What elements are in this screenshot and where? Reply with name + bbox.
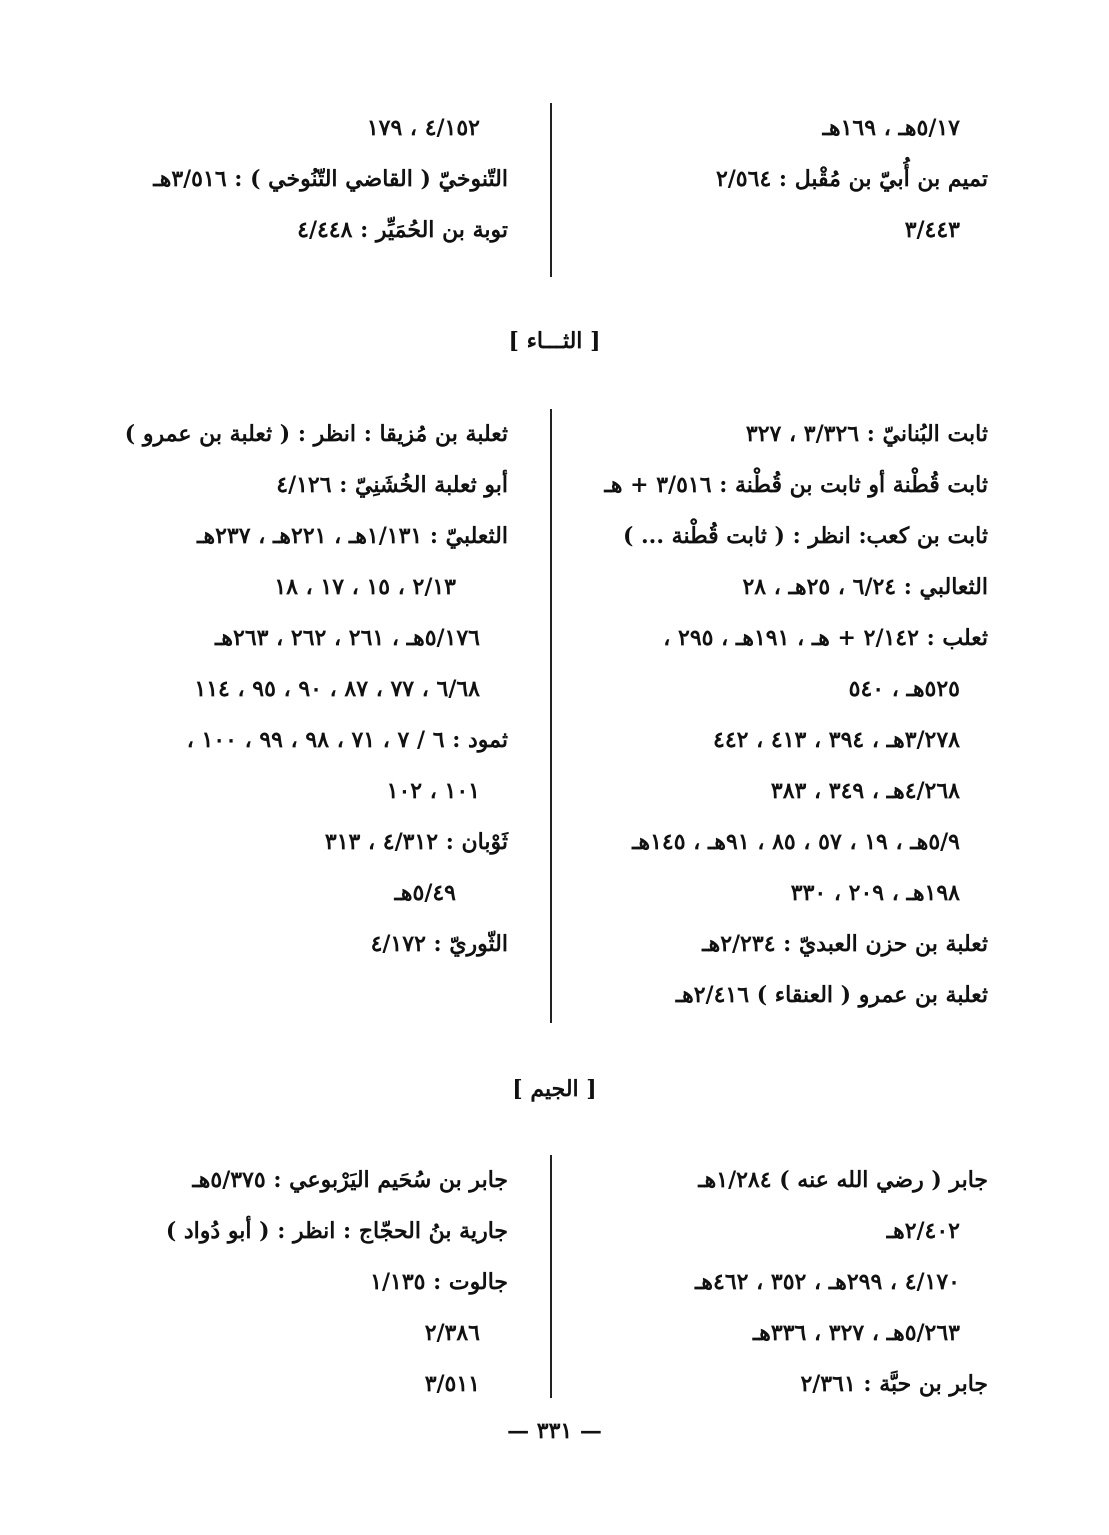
- index-entry: ٣/٢٧٨هـ ، ٣٩٤ ، ٤١٣ ، ٤٤٢: [713, 727, 960, 753]
- index-entry: الثعالبي : ٦/٢٤ ، ٢٥هـ ، ٢٨: [742, 574, 988, 600]
- index-entry: تميم بن أُبيّ بن مُقْبل : ٢/٥٦٤: [715, 166, 988, 192]
- index-entry: ٦/٦٨ ، ٧٧ ، ٨٧ ، ٩٠ ، ٩٥ ، ١١٤: [194, 676, 480, 702]
- index-entry: ٥/١٧٦هـ ، ٢٦١ ، ٢٦٢ ، ٢٦٣هـ: [214, 625, 480, 651]
- left-column: [28, 103, 508, 256]
- index-entry: الثّوريّ : ٤/١٧٢: [370, 931, 508, 957]
- index-entry: ٣/٥١١: [424, 1371, 480, 1397]
- right-column: [568, 1155, 988, 1410]
- index-entry: ١٠١ ، ١٠٢: [386, 778, 480, 804]
- index-entry: ٥/٤٩هـ: [394, 880, 456, 906]
- index-entry: الثعلبيّ : ١/١٣١هـ ، ٢٢١هـ ، ٢٣٧هـ: [197, 523, 508, 549]
- section-jim: [0, 1155, 1109, 1400]
- index-entry: ثعلب : ٢/١٤٢ + هـ ، ١٩١هـ ، ٢٩٥ ،: [663, 625, 988, 651]
- index-entry: ٢/١٣ ، ١٥ ، ١٧ ، ١٨: [274, 574, 456, 600]
- index-entry: ثابت بن كعب: انظر : ( ثابت قُطْنة ... ): [622, 523, 988, 549]
- left-column: [28, 1155, 508, 1410]
- index-entry: ١٩٨هـ ، ٢٠٩ ، ٣٣٠: [790, 880, 960, 906]
- index-entry: جالوت : ١/١٣٥: [370, 1269, 508, 1295]
- column-divider: [550, 409, 552, 1023]
- index-entry: ثابت قُطْنة أو ثابت بن قُطْنة : ٣/٥١٦ + هـ: [604, 472, 988, 498]
- index-entry: جابر بن سُحَيم اليَرْبوعي : ٥/٣٧٥هـ: [192, 1167, 508, 1193]
- index-entry: توبة بن الحُمَيِّر : ٤/٤٤٨: [297, 217, 508, 243]
- index-entry: ثابت البُنانيّ : ٣/٣٢٦ ، ٣٢٧: [745, 421, 988, 447]
- column-divider: [550, 1155, 552, 1398]
- index-entry: ٤/١٥٢ ، ١٧٩: [366, 115, 480, 141]
- index-entry: ٢/٣٨٦: [424, 1320, 480, 1346]
- index-entry: ٥/٩هـ ، ١٩ ، ٥٧ ، ٨٥ ، ٩١هـ ، ١٤٥هـ: [632, 829, 960, 855]
- section-heading-tha: [ الثـــاء ]: [508, 328, 601, 354]
- index-entry: ٤/١٧٠ ، ٢٩٩هـ ، ٣٥٢ ، ٤٦٢هـ: [694, 1269, 960, 1295]
- right-column: [568, 409, 988, 1021]
- index-entry: ثعلبة بن عمرو ( العنقاء ) ٢/٤١٦هـ: [675, 982, 988, 1008]
- index-entry: ٥٢٥هـ ، ٥٤٠: [848, 676, 960, 702]
- page-number: — ٣٣١ —: [507, 1418, 602, 1444]
- index-entry: ٤/٢٦٨هـ ، ٣٤٩ ، ٣٨٣: [770, 778, 960, 804]
- index-entry: جابر ( رضي الله عنه ) ١/٢٨٤هـ: [698, 1167, 988, 1193]
- column-divider: [550, 103, 552, 277]
- index-entry: ٢/٤٠٢هـ: [886, 1218, 960, 1244]
- index-entry: ٥/٢٦٣هـ ، ٣٢٧ ، ٣٣٦هـ: [752, 1320, 960, 1346]
- section-tha: [0, 409, 1109, 1025]
- left-column: [28, 409, 508, 970]
- index-entry: التّنوخيّ ( القاضي التّنُوخي ) : ٣/٥١٦هـ: [153, 166, 508, 192]
- index-entry: ٣/٤٤٣: [904, 217, 960, 243]
- index-entry: أبو ثعلبة الخُشَنِيّ : ٤/١٢٦: [276, 472, 508, 498]
- right-column: [568, 103, 988, 256]
- index-entry: ثعلبة بن حزن العبديّ : ٢/٢٣٤هـ: [702, 931, 988, 957]
- index-entry: ثَوْبان : ٤/٣١٢ ، ٣١٣: [324, 829, 508, 855]
- index-entry: ثعلبة بن مُزيقا : انظر : ( ثعلبة بن عمرو ): [124, 421, 508, 447]
- index-entry: ٥/١٧هـ ، ١٦٩هـ: [822, 115, 960, 141]
- index-entry: ثمود : ٦ / ٧ ، ٧١ ، ٩٨ ، ٩٩ ، ١٠٠ ،: [186, 727, 508, 753]
- index-entry: جابر بن حبَّة : ٢/٣٦١: [800, 1371, 988, 1397]
- section-top: [0, 103, 1109, 281]
- section-heading-jim: [ الجيم ]: [512, 1076, 597, 1102]
- index-entry: جارية بنُ الحجّاج : انظر : ( أبو دُواد ): [165, 1218, 508, 1244]
